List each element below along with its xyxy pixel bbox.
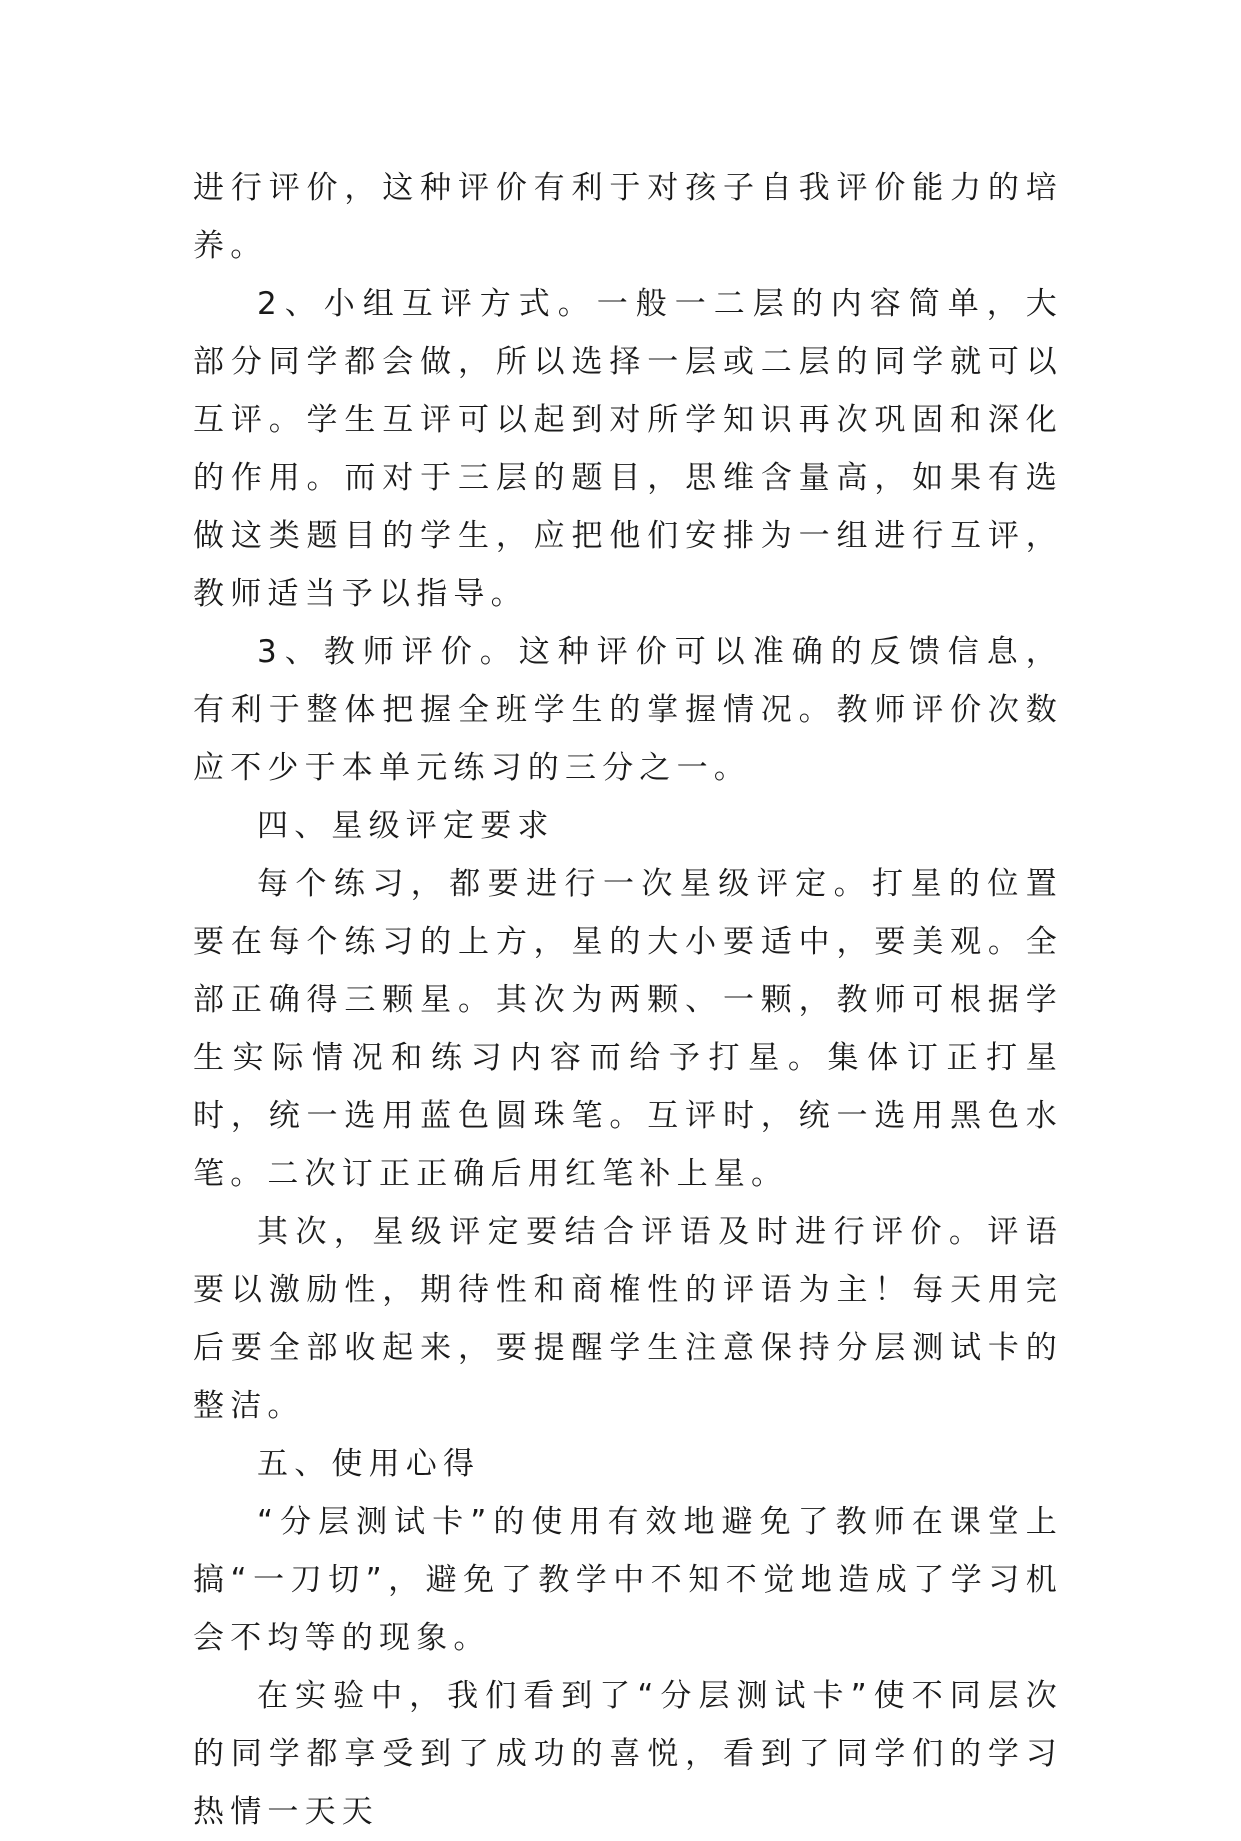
section-heading-star-rating: 四、星级评定要求 [257, 808, 555, 844]
document-body [193, 159, 1063, 1841]
paragraph-layered-card-benefit: “分层测试卡”的使用有效地避免了教师在课堂上搞“一刀切”，避免了教学中不知不觉地造成了学习机会不均等的现象。 [193, 1504, 1063, 1656]
paragraph-evaluation-end: 进行评价，这种评价有利于对孩子自我评价能力的培养。 [193, 170, 1063, 264]
paragraph-star-rating-comments: 其次，星级评定要结合评语及时进行评价。评语要以激励性，期待性和商榷性的评语为主！每天用完后要全部收起来，要提醒学生注意保持分层测试卡的整洁。 [193, 1214, 1063, 1424]
paragraph-experiment-result: 在实验中，我们看到了“分层测试卡”使不同层次的同学都享受到了成功的喜悦，看到了同学们的学习热情一天天 [193, 1678, 1063, 1830]
paragraph-star-rating-rules: 每个练习，都要进行一次星级评定。打星的位置要在每个练习的上方，星的大小要适中，要美观。全部正确得三颗星。其次为两颗、一颗，教师可根据学生实际情况和练习内容而给予打星。集体订正打星时，统一选用蓝色圆珠笔。互评时，统一选用黑色水笔。二次订正正确后用红笔补上星。 [193, 866, 1063, 1192]
paragraph-group-peer-review: 2、小组互评方式。一般一二层的内容简单，大部分同学都会做，所以选择一层或二层的同学就可以互评。学生互评可以起到对所学知识再次巩固和深化的作用。而对于三层的题目，思维含量高，如果有选做这类题目的学生，应把他们安排为一组进行互评，教师适当予以指导。 [193, 286, 1063, 612]
section-heading-experience: 五、使用心得 [257, 1446, 481, 1482]
paragraph-teacher-evaluation: 3、教师评价。这种评价可以准确的反馈信息，有利于整体把握全班学生的掌握情况。教师评价次数应不少于本单元练习的三分之一。 [193, 634, 1063, 786]
